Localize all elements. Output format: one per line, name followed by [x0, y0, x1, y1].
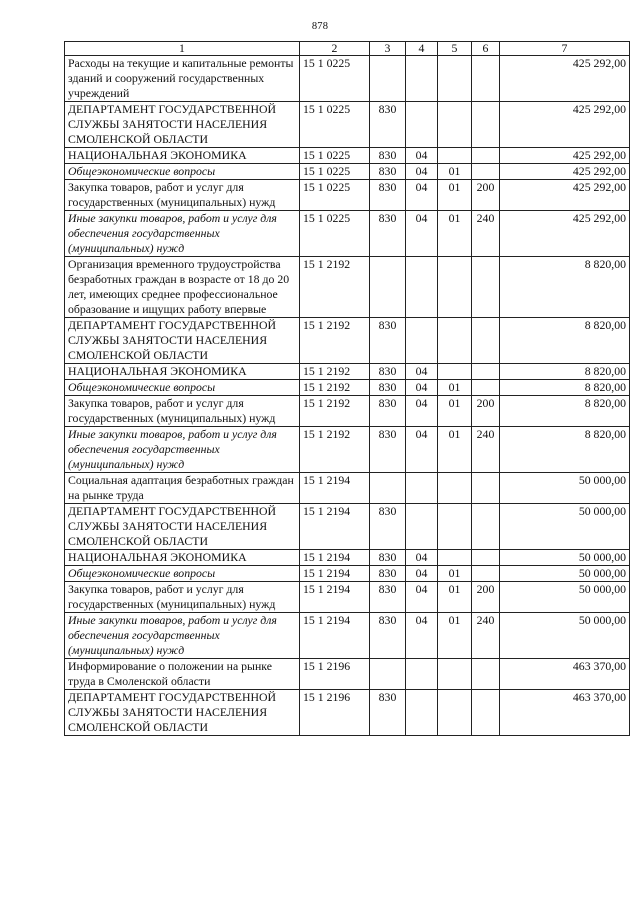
target-code-cell: 15 1 0225 [300, 180, 370, 211]
table-row [65, 613, 630, 659]
table-row [65, 582, 630, 613]
ministry-code-cell: 830 [370, 504, 406, 550]
section-code-cell: 04 [406, 613, 438, 659]
target-code-cell: 15 1 2192 [300, 427, 370, 473]
column-header: 6 [472, 42, 500, 56]
row-name-cell: Общеэкономические вопросы [65, 380, 300, 396]
row-name-cell: Организация временного трудоустройства безработных граждан в возрасте от 18 до 20 лет, имеющих среднее профессиональное образование и ищущих работу впервые [65, 257, 300, 318]
subsection-code-cell: 01 [438, 396, 472, 427]
ministry-code-cell [370, 473, 406, 504]
ministry-code-cell [370, 56, 406, 102]
amount-cell: 425 292,00 [500, 148, 630, 164]
section-code-cell [406, 318, 438, 364]
expense-type-cell [472, 659, 500, 690]
ministry-code-cell: 830 [370, 318, 406, 364]
target-code-cell: 15 1 2192 [300, 364, 370, 380]
amount-cell: 8 820,00 [500, 396, 630, 427]
table-row [65, 504, 630, 550]
section-code-cell [406, 690, 438, 736]
ministry-code-cell: 830 [370, 102, 406, 148]
amount-cell: 50 000,00 [500, 566, 630, 582]
amount-cell: 8 820,00 [500, 427, 630, 473]
target-code-cell: 15 1 0225 [300, 148, 370, 164]
target-code-cell: 15 1 2192 [300, 318, 370, 364]
target-code-cell: 15 1 0225 [300, 56, 370, 102]
ministry-code-cell: 830 [370, 211, 406, 257]
table-row [65, 473, 630, 504]
row-name-cell: ДЕПАРТАМЕНТ ГОСУДАРСТВЕННОЙ СЛУЖБЫ ЗАНЯТОСТИ НАСЕЛЕНИЯ СМОЛЕНСКОЙ ОБЛАСТИ [65, 504, 300, 550]
expense-type-cell [472, 566, 500, 582]
section-code-cell: 04 [406, 582, 438, 613]
column-header: 1 [65, 42, 300, 56]
section-code-cell [406, 56, 438, 102]
table-row [65, 659, 630, 690]
ministry-code-cell [370, 659, 406, 690]
row-name-cell: НАЦИОНАЛЬНАЯ ЭКОНОМИКА [65, 148, 300, 164]
subsection-code-cell [438, 318, 472, 364]
target-code-cell: 15 1 0225 [300, 164, 370, 180]
row-name-cell: Информирование о положении на рынке труда в Смоленской области [65, 659, 300, 690]
subsection-code-cell [438, 257, 472, 318]
amount-cell: 50 000,00 [500, 613, 630, 659]
section-code-cell [406, 473, 438, 504]
subsection-code-cell [438, 473, 472, 504]
row-name-cell: Закупка товаров, работ и услуг для государственных (муниципальных) нужд [65, 396, 300, 427]
target-code-cell: 15 1 0225 [300, 211, 370, 257]
amount-cell: 50 000,00 [500, 504, 630, 550]
ministry-code-cell: 830 [370, 180, 406, 211]
table-row [65, 211, 630, 257]
table-row [65, 690, 630, 736]
table-row [65, 56, 630, 102]
column-header: 4 [406, 42, 438, 56]
amount-cell: 8 820,00 [500, 318, 630, 364]
target-code-cell: 15 1 2194 [300, 473, 370, 504]
target-code-cell: 15 1 0225 [300, 102, 370, 148]
ministry-code-cell: 830 [370, 427, 406, 473]
subsection-code-cell [438, 364, 472, 380]
header-row [65, 42, 630, 56]
table-row [65, 550, 630, 566]
row-name-cell: Иные закупки товаров, работ и услуг для обеспечения государственных (муниципальных) нужд [65, 427, 300, 473]
ministry-code-cell: 830 [370, 364, 406, 380]
row-name-cell: Социальная адаптация безработных граждан на рынке труда [65, 473, 300, 504]
row-name-cell: Иные закупки товаров, работ и услуг для обеспечения государственных (муниципальных) нужд [65, 613, 300, 659]
section-code-cell [406, 504, 438, 550]
amount-cell: 50 000,00 [500, 473, 630, 504]
column-header: 5 [438, 42, 472, 56]
row-name-cell: Иные закупки товаров, работ и услуг для обеспечения государственных (муниципальных) нужд [65, 211, 300, 257]
ministry-code-cell: 830 [370, 164, 406, 180]
amount-cell: 50 000,00 [500, 582, 630, 613]
section-code-cell: 04 [406, 180, 438, 211]
subsection-code-cell: 01 [438, 613, 472, 659]
subsection-code-cell: 01 [438, 180, 472, 211]
ministry-code-cell: 830 [370, 550, 406, 566]
target-code-cell: 15 1 2194 [300, 566, 370, 582]
section-code-cell: 04 [406, 550, 438, 566]
expense-type-cell [472, 364, 500, 380]
row-name-cell: НАЦИОНАЛЬНАЯ ЭКОНОМИКА [65, 550, 300, 566]
subsection-code-cell: 01 [438, 582, 472, 613]
ministry-code-cell: 830 [370, 566, 406, 582]
expense-type-cell [472, 257, 500, 318]
subsection-code-cell: 01 [438, 164, 472, 180]
budget-table [64, 41, 630, 736]
ministry-code-cell: 830 [370, 380, 406, 396]
expense-type-cell [472, 380, 500, 396]
table-row [65, 180, 630, 211]
table-row [65, 102, 630, 148]
amount-cell: 463 370,00 [500, 690, 630, 736]
table-row [65, 318, 630, 364]
column-header: 3 [370, 42, 406, 56]
table-body [65, 56, 630, 736]
amount-cell: 8 820,00 [500, 380, 630, 396]
section-code-cell: 04 [406, 396, 438, 427]
target-code-cell: 15 1 2194 [300, 582, 370, 613]
target-code-cell: 15 1 2194 [300, 504, 370, 550]
table-row [65, 396, 630, 427]
table-row [65, 164, 630, 180]
amount-cell: 8 820,00 [500, 364, 630, 380]
amount-cell: 8 820,00 [500, 257, 630, 318]
section-code-cell: 04 [406, 164, 438, 180]
subsection-code-cell [438, 504, 472, 550]
ministry-code-cell: 830 [370, 690, 406, 736]
row-name-cell: Закупка товаров, работ и услуг для государственных (муниципальных) нужд [65, 180, 300, 211]
column-header: 2 [300, 42, 370, 56]
amount-cell: 425 292,00 [500, 102, 630, 148]
table-row [65, 364, 630, 380]
expense-type-cell: 240 [472, 211, 500, 257]
section-code-cell: 04 [406, 211, 438, 257]
section-code-cell: 04 [406, 427, 438, 473]
target-code-cell: 15 1 2194 [300, 613, 370, 659]
row-name-cell: ДЕПАРТАМЕНТ ГОСУДАРСТВЕННОЙ СЛУЖБЫ ЗАНЯТОСТИ НАСЕЛЕНИЯ СМОЛЕНСКОЙ ОБЛАСТИ [65, 690, 300, 736]
amount-cell: 425 292,00 [500, 180, 630, 211]
subsection-code-cell [438, 148, 472, 164]
amount-cell: 425 292,00 [500, 56, 630, 102]
page-number: 878 [311, 21, 329, 32]
expense-type-cell [472, 473, 500, 504]
table-row [65, 257, 630, 318]
subsection-code-cell [438, 690, 472, 736]
expense-type-cell: 200 [472, 396, 500, 427]
expense-type-cell [472, 690, 500, 736]
ministry-code-cell: 830 [370, 582, 406, 613]
amount-cell: 50 000,00 [500, 550, 630, 566]
section-code-cell: 04 [406, 380, 438, 396]
subsection-code-cell [438, 56, 472, 102]
row-name-cell: Общеэкономические вопросы [65, 164, 300, 180]
expense-type-cell [472, 550, 500, 566]
section-code-cell [406, 102, 438, 148]
expense-type-cell [472, 148, 500, 164]
table-row [65, 380, 630, 396]
expense-type-cell: 240 [472, 427, 500, 473]
ministry-code-cell: 830 [370, 396, 406, 427]
expense-type-cell [472, 164, 500, 180]
subsection-code-cell [438, 102, 472, 148]
expense-type-cell: 200 [472, 180, 500, 211]
subsection-code-cell [438, 550, 472, 566]
section-code-cell [406, 659, 438, 690]
column-header: 7 [500, 42, 630, 56]
ministry-code-cell [370, 257, 406, 318]
section-code-cell: 04 [406, 148, 438, 164]
amount-cell: 425 292,00 [500, 211, 630, 257]
expense-type-cell [472, 318, 500, 364]
row-name-cell: ДЕПАРТАМЕНТ ГОСУДАРСТВЕННОЙ СЛУЖБЫ ЗАНЯТОСТИ НАСЕЛЕНИЯ СМОЛЕНСКОЙ ОБЛАСТИ [65, 318, 300, 364]
expense-type-cell [472, 102, 500, 148]
target-code-cell: 15 1 2196 [300, 690, 370, 736]
row-name-cell: Расходы на текущие и капитальные ремонты зданий и сооружений государственных учреждений [65, 56, 300, 102]
expense-type-cell [472, 56, 500, 102]
target-code-cell: 15 1 2194 [300, 550, 370, 566]
table-row [65, 566, 630, 582]
expense-type-cell [472, 504, 500, 550]
row-name-cell: ДЕПАРТАМЕНТ ГОСУДАРСТВЕННОЙ СЛУЖБЫ ЗАНЯТОСТИ НАСЕЛЕНИЯ СМОЛЕНСКОЙ ОБЛАСТИ [65, 102, 300, 148]
expense-type-cell: 200 [472, 582, 500, 613]
subsection-code-cell: 01 [438, 427, 472, 473]
amount-cell: 463 370,00 [500, 659, 630, 690]
target-code-cell: 15 1 2192 [300, 380, 370, 396]
amount-cell: 425 292,00 [500, 164, 630, 180]
ministry-code-cell: 830 [370, 613, 406, 659]
subsection-code-cell: 01 [438, 566, 472, 582]
ministry-code-cell: 830 [370, 148, 406, 164]
table-row [65, 148, 630, 164]
section-code-cell [406, 257, 438, 318]
target-code-cell: 15 1 2192 [300, 257, 370, 318]
subsection-code-cell [438, 659, 472, 690]
row-name-cell: Закупка товаров, работ и услуг для государственных (муниципальных) нужд [65, 582, 300, 613]
section-code-cell: 04 [406, 364, 438, 380]
target-code-cell: 15 1 2196 [300, 659, 370, 690]
expense-type-cell: 240 [472, 613, 500, 659]
subsection-code-cell: 01 [438, 211, 472, 257]
table-row [65, 427, 630, 473]
target-code-cell: 15 1 2192 [300, 396, 370, 427]
row-name-cell: Общеэкономические вопросы [65, 566, 300, 582]
section-code-cell: 04 [406, 566, 438, 582]
row-name-cell: НАЦИОНАЛЬНАЯ ЭКОНОМИКА [65, 364, 300, 380]
subsection-code-cell: 01 [438, 380, 472, 396]
